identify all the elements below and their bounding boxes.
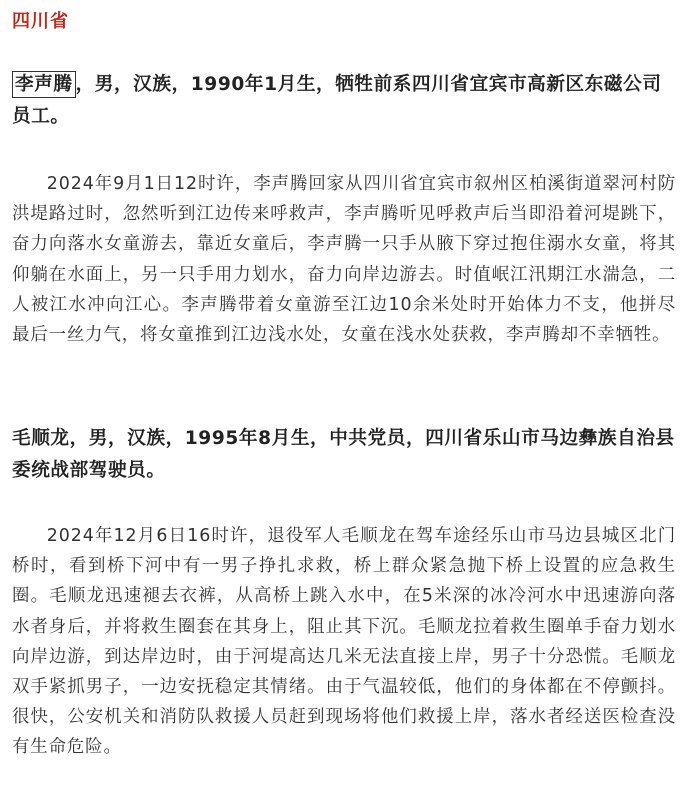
hero-1-story: 2024年9月1日12时许，李声腾回家从四川省宜宾市叙州区柏溪街道翠河村防洪堤路过时，忽然听到江边传来呼救声，李声腾听见呼救声后当即沿着河堤跳下，奋力向落水女童游去，靠近女童后，李声腾一只手从腋下穿过抱住溺水女童，将其仰躺在水面上，另一只手用力划水，奋力向岸边游去。时值岷江汛期江水湍急，二人被江水冲向江心。李声腾带着女童游至江边10余米处时开始体力不支，他拼尽最后一丝力气，将女童推到江边浅水处，女童在浅水处获救，李声腾却不幸牺牲。: [12, 174, 676, 346]
hero-1-details: ，男，汉族，1990年1月生，牺牲前系四川省宜宾市高新区东磁公司员工。: [12, 74, 662, 127]
hero-2-details: ，男，汉族，1995年8月生，中共党员，四川省乐山市马边彝族自治县委统战部驾驶员。: [12, 428, 675, 481]
hero-2-story: 2024年12月6日16时许，退役军人毛顺龙在驾车途经乐山市马边县城区北门桥时，看到桥下河中有一男子挣扎求救，桥上群众紧急抛下桥上设置的应急救生圈。毛顺龙迅速褪去衣裤，从高桥上跳入水中，在5米深的冰冷河水中迅速游向落水者身后，并将救生圈套在其身上，阻止其下沉。毛顺龙拉着救生圈单手奋力划水向岸边游，到达岸边时，由于河堤高达几米无法直接上岸，男子十分恐慌。毛顺龙双手紧抓男子，一边安抚稳定其情绪。由于气温较低，他们的身体都在不停颤抖。很快，公安机关和消防队救援人员赶到现场将他们救援上岸，落水者经送医检查没有生命危险。: [12, 526, 676, 758]
hero-1-name: 李声腾: [12, 71, 76, 98]
hero-1-heading: [12, 69, 676, 133]
hero-2-name: 毛顺龙: [12, 428, 70, 449]
hero-2-heading: [12, 423, 676, 487]
province-title: 四川省: [12, 11, 69, 32]
